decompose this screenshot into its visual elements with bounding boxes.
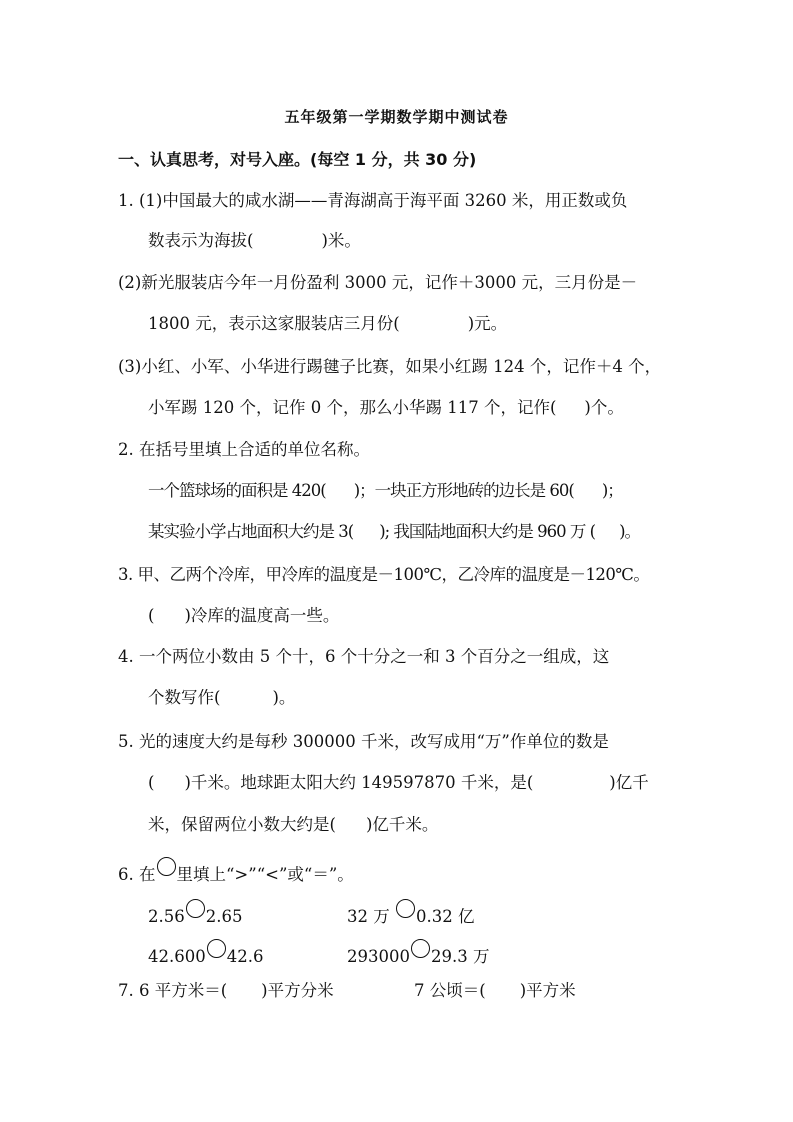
q6-line1-pre: 6. 在: [118, 865, 156, 884]
q2-line3-b: ); 我国陆地面积大约是 960 万 (: [379, 522, 596, 541]
q1-part2-line2: [148, 313, 507, 335]
q6-line1: [118, 857, 354, 884]
q6-line1-post: 里填上“>”“<”或“＝”。: [176, 865, 354, 884]
page-title: 五年级第一学期数学期中测试卷: [284, 108, 509, 126]
compare-circle-input[interactable]: [207, 939, 226, 958]
q1-part1-line2: [148, 230, 361, 252]
q7-b-pre: 7 公顷＝(: [414, 981, 486, 1000]
q4-line2-post: )。: [272, 688, 296, 707]
q6-item-right: 42.6: [226, 947, 264, 966]
q5-line3: [148, 814, 438, 836]
q7-a-post: )平方分米: [261, 981, 334, 1000]
q5-line2: [148, 772, 649, 794]
compare-circle-input[interactable]: [396, 899, 415, 918]
q7-a-pre: 7. 6 平方米＝(: [118, 981, 228, 1000]
compare-circle-input[interactable]: [411, 939, 430, 958]
section-heading: 一、认真思考，对号入座。(每空 1 分，共 30 分): [118, 150, 477, 169]
compare-circle-input[interactable]: [186, 899, 205, 918]
q7-part-b: [414, 980, 576, 1002]
q6-item-right: 2.65: [205, 907, 243, 926]
q6-item-left: 42.600: [148, 947, 206, 966]
q6-item-2: [347, 899, 475, 926]
q2-line1: 2. 在括号里填上合适的单位名称。: [118, 440, 370, 459]
q6-item-left: 293000: [347, 947, 410, 966]
q7-b-post: )平方米: [519, 981, 576, 1000]
q1-part2-text-post: )元。: [467, 314, 508, 333]
q3-line2: [148, 605, 339, 627]
q2-line3-c: )。: [619, 522, 641, 541]
q6-item-left: 2.56: [148, 907, 185, 926]
q1-part1-text-pre: 数表示为海拔(: [148, 231, 254, 250]
q1-part3-text-post: )个。: [584, 398, 624, 417]
q2-line2-b: )；一块正方形地砖的边长是 60(: [353, 481, 574, 500]
q6-item-3: [148, 939, 264, 966]
q5-line1: 5. 光的速度大约是每秒 300000 千米，改写成用“万”作单位的数是: [118, 732, 609, 751]
q1-part3-line1: (3)小红、小军、小华进行踢毽子比赛，如果小红踢 124 个，记作＋4 个，: [118, 357, 662, 376]
q2-line2-c: )；: [601, 481, 623, 500]
q1-part1-text-post: )米。: [321, 231, 361, 250]
q6-item-left: 32 万: [347, 907, 395, 926]
q5-line3-post: )亿千米。: [365, 815, 439, 834]
q5-line2-c: )亿千: [609, 773, 649, 792]
q4-line2: [148, 687, 295, 709]
q3-line1: 3. 甲、乙两个冷库，甲冷库的温度是－100℃，乙冷库的温度是－120℃。: [118, 565, 650, 584]
q1-part3-text-pre: 小军踢 120 个，记作 0 个，那么小华踢 117 个，记作(: [148, 398, 557, 417]
q6-item-right: 0.32 亿: [416, 907, 475, 926]
q1-part1-line1: 1. (1)中国最大的咸水湖——青海湖高于海平面 3260 米，用正数或负: [118, 191, 628, 210]
q1-part2-line1: (2)新光服装店今年一月份盈利 3000 元，记作＋3000 元，三月份是－: [118, 273, 638, 292]
compare-circle-icon: [157, 857, 176, 876]
q6-item-right: 29.3 万: [431, 947, 490, 966]
q1-part2-text-pre: 1800 元，表示这家服装店三月份(: [148, 314, 400, 333]
q4-line2-pre: 个数写作(: [148, 688, 221, 707]
q6-item-4: [347, 939, 490, 966]
q4-line1: 4. 一个两位小数由 5 个十，6 个十分之一和 3 个百分之一组成，这: [118, 647, 610, 666]
q2-line3: [148, 521, 640, 543]
q2-line3-a: 某实验小学占地面积大约是 3(: [148, 522, 354, 541]
q2-line2: [148, 480, 623, 502]
q5-line2-a: (: [148, 773, 155, 792]
q7-part-a: [118, 980, 334, 1002]
q2-line2-a: 一个篮球场的面积是 420(: [148, 481, 326, 500]
q1-part3-line2: [148, 397, 624, 419]
q5-line2-b: )千米。地球距太阳大约 149597870 千米，是(: [184, 773, 534, 792]
q5-line3-pre: 米，保留两位小数大约是(: [148, 815, 336, 834]
q3-line2-pre: (: [148, 606, 155, 625]
q6-item-1: [148, 899, 243, 926]
q3-line2-post: )冷库的温度高一些。: [184, 606, 340, 625]
